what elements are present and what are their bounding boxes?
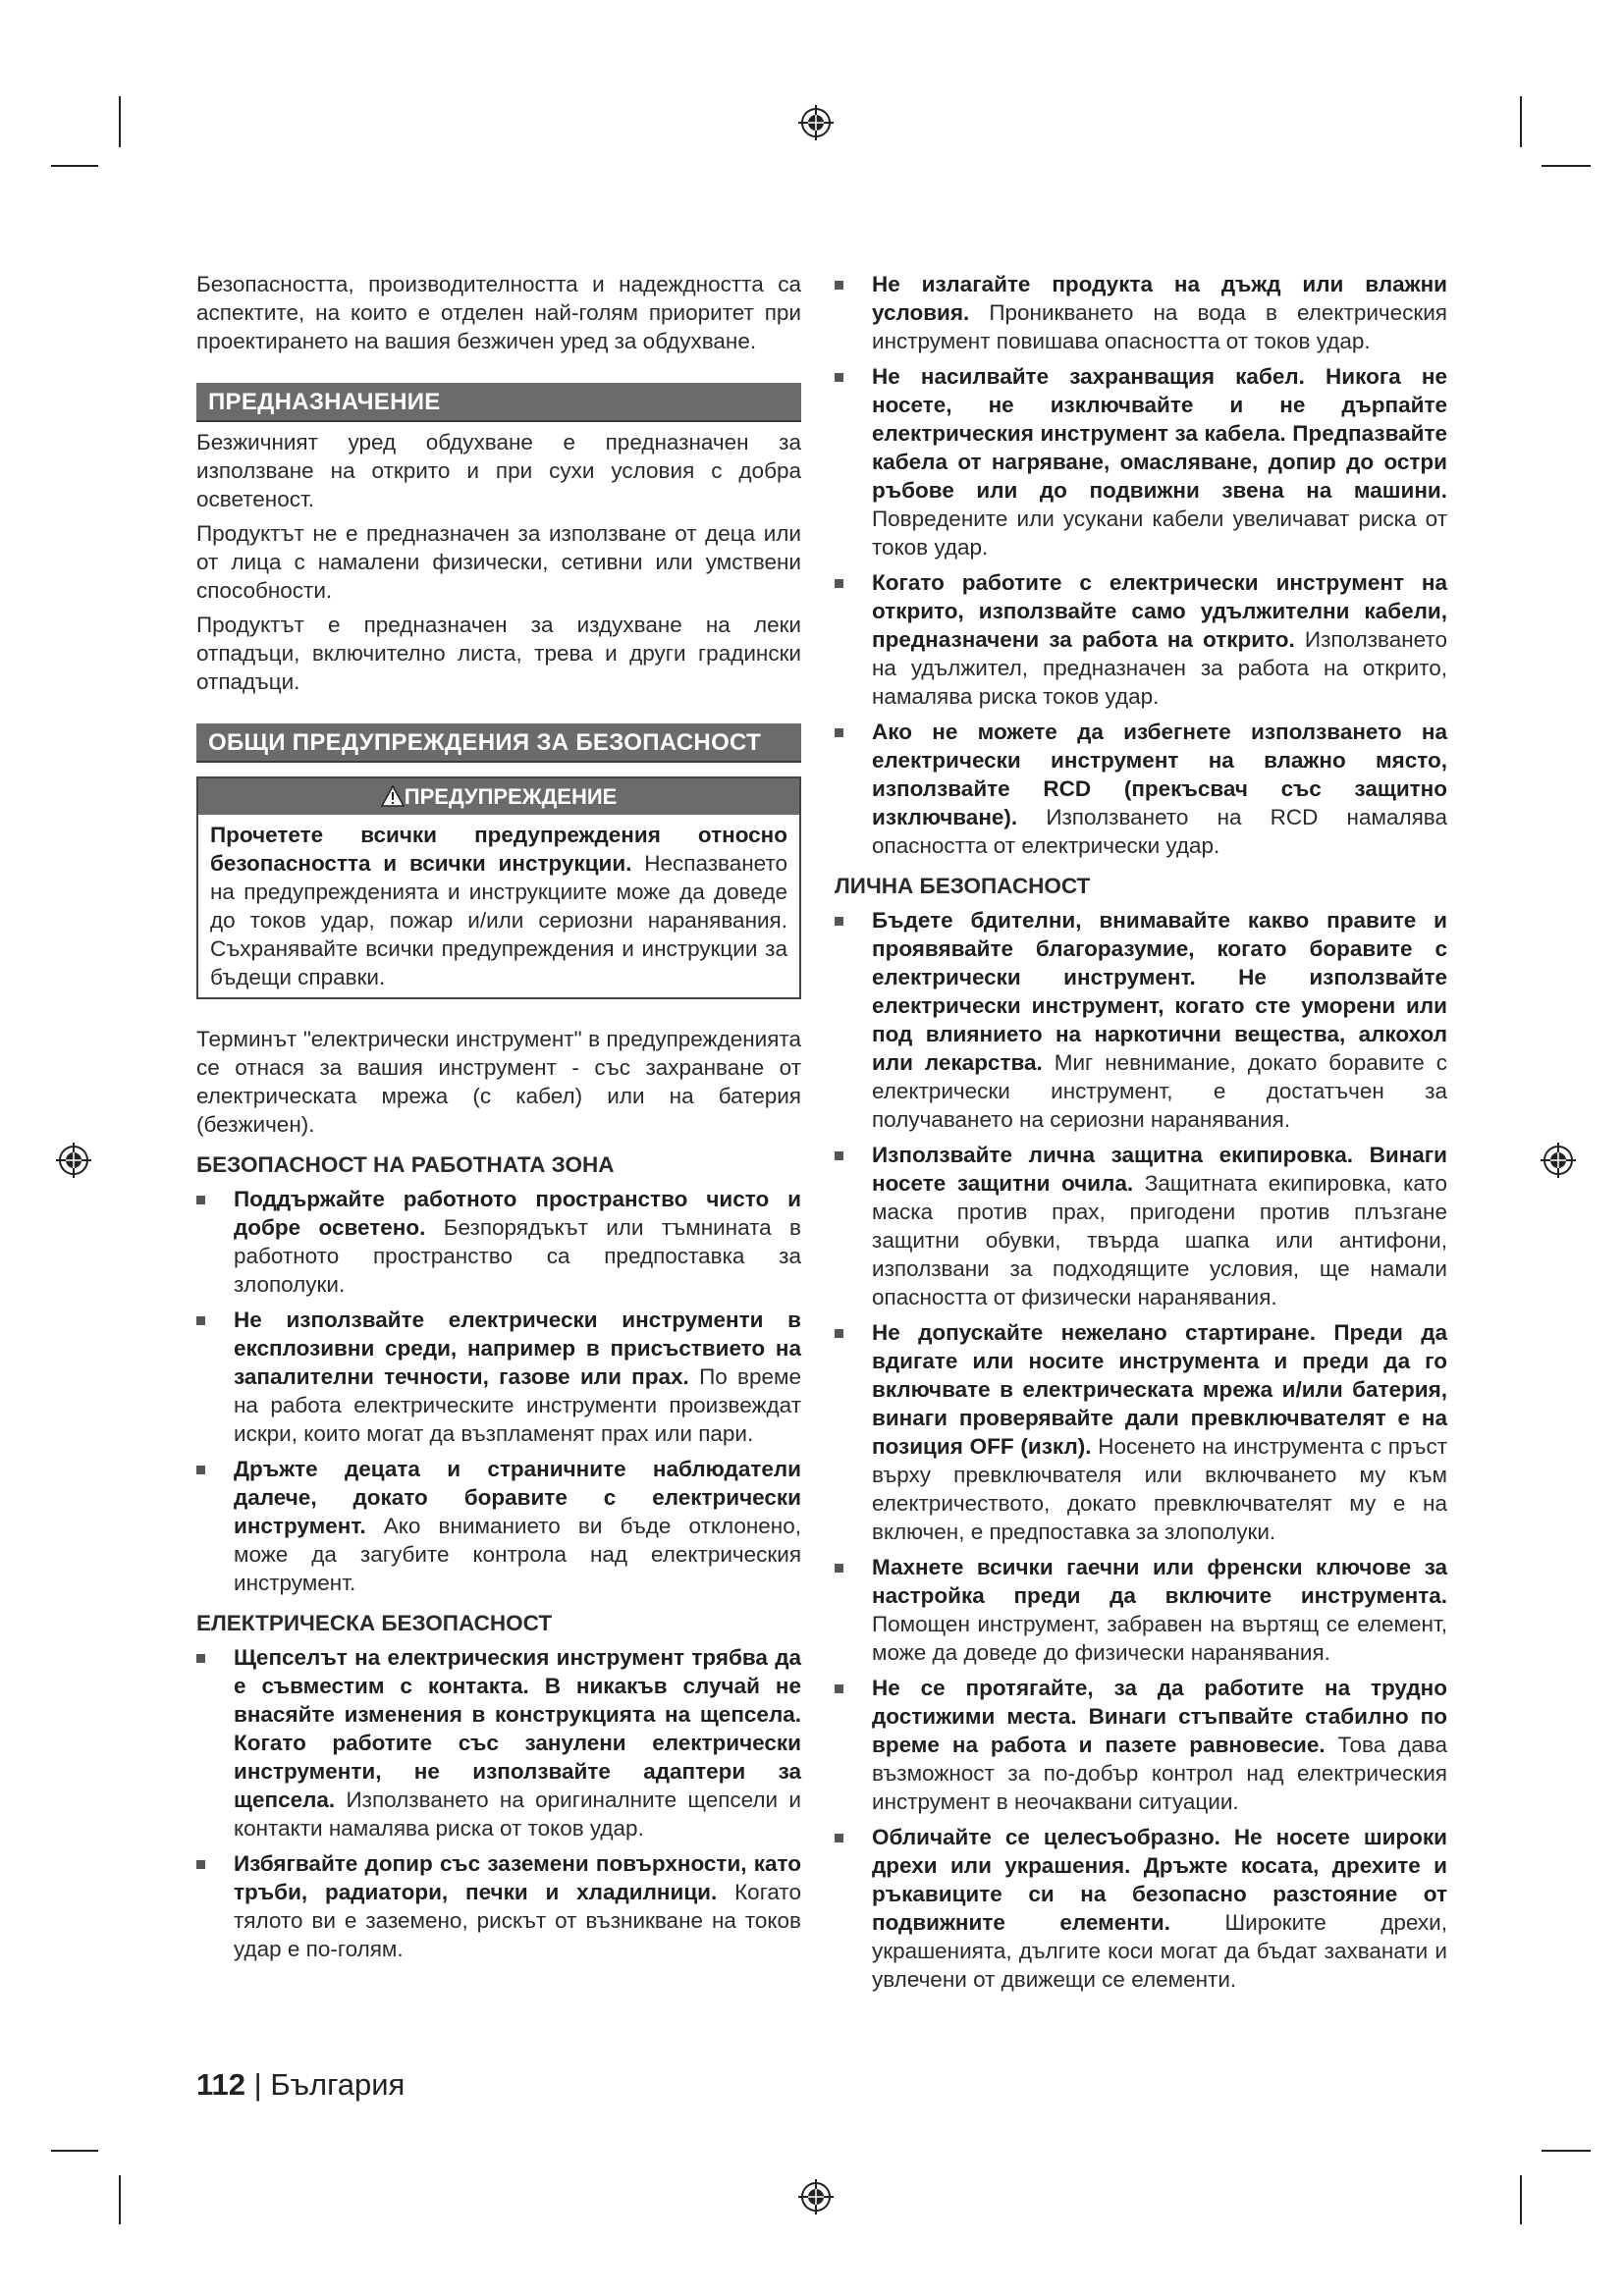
left-column [196,270,801,1970]
work-area-list [196,1185,801,1597]
crop-mark [119,2175,121,2224]
crop-mark [1520,96,1522,147]
electrical-heading: ЕЛЕКТРИЧЕСКА БЕЗОПАСНОСТ [196,1611,553,1635]
purpose-paragraph: Продуктът не е предназначен за използване от деца или от лица с намалени физически, сетивни или умствени способности. [196,521,801,603]
general-warnings-heading: ОБЩИ ПРЕДУПРЕЖДЕНИЯ ЗА БЕЗОПАСНОСТ [196,723,801,763]
intro-paragraph: Безопасността, производителността и надеждността са аспектите, на които е отделен най-голям приоритет при проектирането на вашия безжичен уред за обдухване. [196,272,801,353]
list-item: Обличайте се целесъобразно. Не носете широки дрехи или украшения. Дръжте косата, дрехите и ръкавиците си на безопасно разстояние от подвижните елементи. Широките дрехи, украшенията, дългите коси могат да бъдат захванати и увлечени от движещи се елементи. [835,1823,1447,1994]
page-footer [196,2067,405,2103]
warning-box-title: ПРЕДУПРЕЖДЕНИЕ [404,784,618,809]
footer-separator: | [253,2067,262,2102]
right-column [835,270,1447,2001]
crop-mark [51,165,98,167]
list-item: Ако не можете да избегнете използването на електрически инструмент на влажно място, използвайте RCD (прекъсвач със защитно изключване). Използването на RCD намалява опасността от електрически удар. [835,718,1447,860]
list-item: Махнете всички гаечни или френски ключове за настройка преди да включите инструмента. Помощен инструмент, забравен на въртящ се елемент, може да доведе до физически наранявания. [835,1553,1447,1667]
list-item: Когато работите с електрически инструмент на открито, използвайте само удължителни кабели, предназначени за работа на открито. Използването на удължител, предназначен за работа на открито, намалява риска токов удар. [835,568,1447,711]
registration-mark-icon [1539,1141,1578,1180]
purpose-paragraph: Безжичният уред обдухване е предназначен за използване на открито и при сухи условия с добра осветеност. [196,430,801,511]
warning-box [196,776,801,999]
term-paragraph: Терминът "електрически инструмент" в предупрежденията се отнася за вашия инструмент - със захранване от електрическата мрежа (с кабел) или на батерия (безжичен). [196,1027,801,1137]
purpose-paragraph: Продуктът е предназначен за издухване на леки отпадъци, включително листа, трева и други градински отпадъци. [196,613,801,694]
list-item: Използвайте лична защитна екипировка. Винаги носете защитни очила. Защитната екипировка, като маска против прах, пригодени против плъзгане защитни обувки, твърда шапка или антифони, използвани за подходящите условия, ще намали опасността от физически наранявания. [835,1141,1447,1311]
crop-mark [1542,165,1591,167]
crop-mark [1542,2150,1591,2152]
electrical-list [196,1643,801,1963]
work-area-heading: БЕЗОПАСНОСТ НА РАБОТНАТА ЗОНА [196,1152,615,1177]
personal-list [835,906,1447,1994]
personal-heading: ЛИЧНА БЕЗОПАСНОСТ [835,874,1091,898]
crop-mark [1520,2175,1522,2224]
electrical-list-continued [835,270,1447,860]
purpose-heading: ПРЕДНАЗНАЧЕНИЕ [196,383,801,422]
list-item: Не използвайте електрически инструменти в експлозивни среди, например в присъствието на запалителни течности, газове или прах. По време на работа електрическите инструменти произвеждат искри, които могат да възпламенят прах или пари. [196,1306,801,1448]
list-item: Бъдете бдителни, внимавайте какво правите и проявявайте благоразумие, когато боравите с електрически инструмент. Не използвайте електрически инструмент, когато сте уморени или под влиянието на наркотични вещества, алкохол или лекарства. Миг невнимание, докато боравите с електрически инструмент, е достатъчен за получаването на сериозни наранявания. [835,906,1447,1134]
list-item: Не допускайте нежелано стартиране. Преди да вдигате или носите инструмента и преди да го включвате в електрическата мрежа и/или батерия, винаги проверявайте дали превключвателят е на позиция OFF (изкл). Носенето на инструмента с пръст върху превключвателя или включването му към електричеството, докато превключвателят му е на включен, е предпоставка за злополуки. [835,1318,1447,1546]
list-item: Щепселът на електрическия инструмент трябва да е съвместим с контакта. В никакъв случай не внасяйте изменения в конструкцията на щепсела. Когато работите със занулени електрически инструменти, не използвайте адаптери за щепсела. Използването на оригиналните щепсели и контакти намалява риска от токов удар. [196,1643,801,1842]
registration-mark-icon [796,2177,836,2216]
registration-mark-icon [54,1141,93,1180]
warning-box-bold-text: Прочетете всички предупреждения относно безопасността и всички инструкции. [210,823,787,876]
list-item: Не насилвайте захранващия кабел. Никога не носете, не изключвайте и не дърпайте електрическия инструмент за кабела. Предпазвайте кабела от нагряване, омасляване, допир до остри ръбове или до подвижни звена на машини. Повредените или усукани кабели увеличават риска от токов удар. [835,362,1447,561]
warning-triangle-icon [381,785,405,807]
crop-mark [119,96,121,147]
warning-box-body [198,815,799,997]
list-item: Не се протягайте, за да работите на трудно достижими места. Винаги стъпвайте стабилно по време на работа и пазете равновесие. Това дава възможност за по-добър контрол над електрическия инструмент в неочаквани ситуации. [835,1674,1447,1816]
list-item: Не излагайте продукта на дъжд или влажни условия. Проникването на вода в електрическия инструмент повишава опасността от токов удар. [835,270,1447,355]
warning-box-header [198,778,799,815]
crop-mark [51,2150,98,2152]
registration-mark-icon [796,103,836,142]
list-item: Дръжте децата и страничните наблюдатели далече, докато боравите с електрически инструмент. Ако вниманието ви бъде отклонено, може да загубите контрола над електрическия инструмент. [196,1455,801,1597]
warning-box-text: Неспазването на предупрежденията и инструкциите може да доведе до токов удар, пожар и/или сериозни наранявания. Съхранявайте всички предупреждения и инструкции за бъдещи справки. [210,851,788,989]
list-item: Избягвайте допир със заземени повърхности, като тръби, радиатори, печки и хладилници. Когато тялото ви е заземено, рискът от възникване на токов удар е по-голям. [196,1849,801,1963]
page-number: 112 [196,2067,246,2102]
footer-language: България [270,2067,406,2102]
list-item: Поддържайте работното пространство чисто и добре осветено. Безпорядъкът или тъмнината в работното пространство са предпоставка за злополуки. [196,1185,801,1299]
